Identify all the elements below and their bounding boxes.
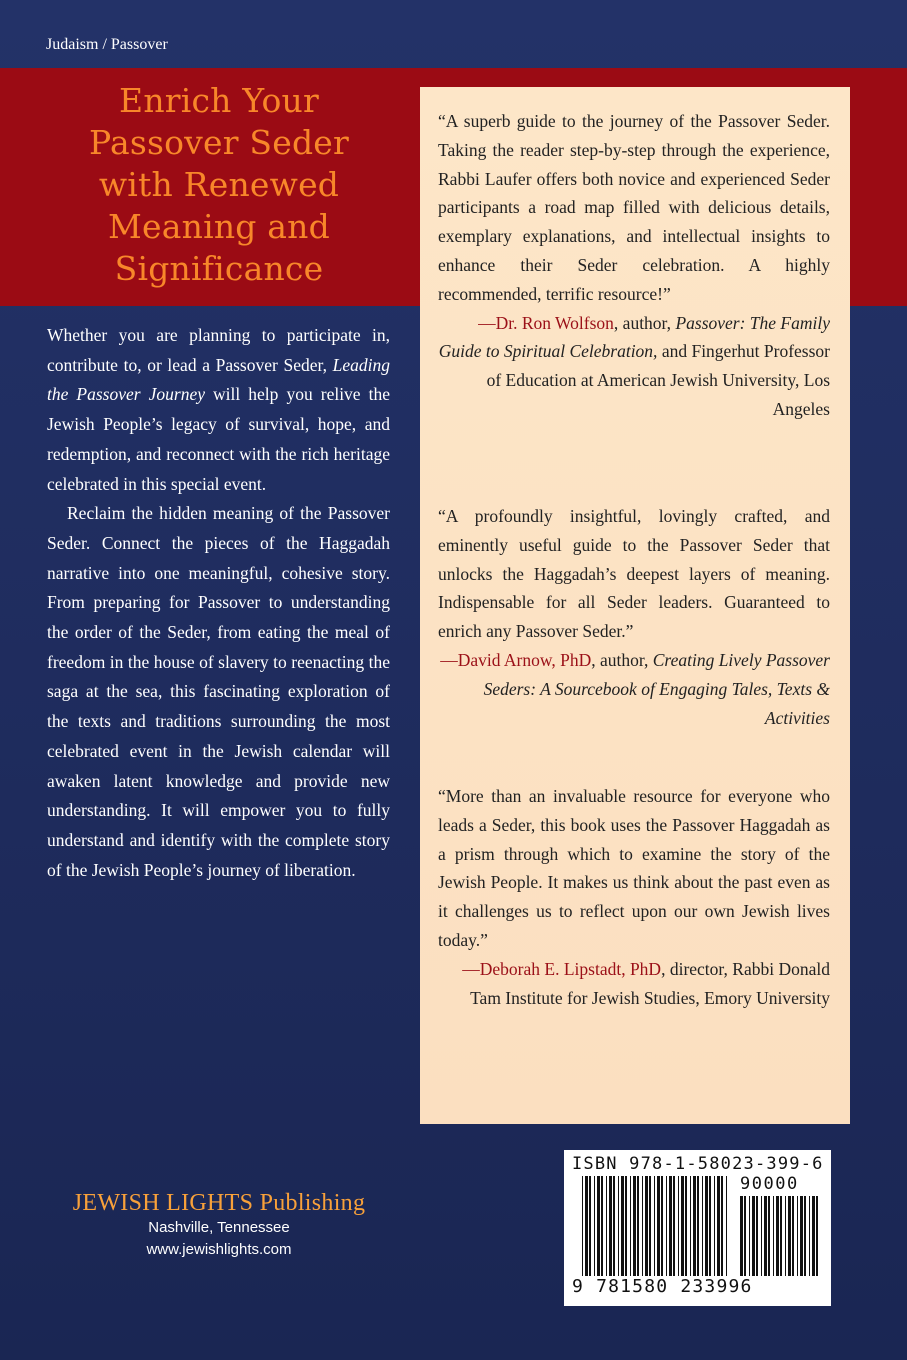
- endorsement-text: “A superb guide to the journey of the Passover Seder. Taking the reader step-by-step through the experience, Rabbi Laufer offers both novice and experienced Seder participants a road map filled with delicious details, exemplary explanations, and intellectual insights to enhance their Seder celebration. A highly recommended, terrific resource!”: [438, 111, 830, 304]
- publisher-name: JEWISH LIGHTS Publishing: [72, 1190, 366, 1216]
- endorser-role: , director, Rabbi Donald Tam Institute for Jewish Studies, Emory University: [470, 958, 830, 1008]
- publisher-website: www.jewishlights.com: [146, 1241, 292, 1258]
- ean-barcode-bars: [582, 1176, 732, 1286]
- book-title: Leading the Passover Journey: [47, 354, 390, 405]
- publisher-block: [54, 1190, 384, 1261]
- barcode-bar: [606, 1176, 607, 1286]
- barcode-bar: [597, 1176, 600, 1286]
- barcode-bar: [816, 1196, 818, 1276]
- barcode-bar: [804, 1196, 806, 1276]
- barcode-bar: [714, 1176, 715, 1286]
- barcode-bar: [768, 1196, 770, 1276]
- barcode-bar: [809, 1196, 810, 1276]
- headline-line: Enrich Your: [119, 81, 319, 120]
- endorsement-attribution: [438, 955, 830, 1013]
- barcode-bar: [709, 1176, 711, 1286]
- barcode-bar: [721, 1176, 723, 1286]
- barcode-bar: [812, 1196, 815, 1276]
- barcode-bar: [744, 1196, 746, 1276]
- endorsement-text: “More than an invaluable resource for everyone who leads a Seder, this book uses the Passover Haggadah as a prism through which to examine the story of the Jewish People. It makes us think about the past even as it challenges us to reflect upon our own Jewish lives today.”: [438, 786, 830, 950]
- headline-line: Significance: [114, 249, 324, 288]
- barcode-bar: [705, 1176, 708, 1286]
- barcode-bar: [585, 1176, 588, 1286]
- description-text: Whether you are planning to participate in, contribute to, or lead a Passover Seder,: [47, 325, 390, 375]
- isbn-text: ISBN 978-1-58023-399-6: [572, 1154, 824, 1174]
- endorser-book: Passover: The Family Guide to Spiritual Celebration,: [438, 312, 830, 362]
- endorser-name: —Deborah E. Lipstadt, PhD: [462, 958, 662, 979]
- barcode-bar: [630, 1176, 631, 1286]
- barcode-bar: [609, 1176, 612, 1286]
- barcode-bar: [625, 1176, 627, 1286]
- barcode-bar: [756, 1196, 758, 1276]
- price-code: 90000: [740, 1174, 799, 1194]
- barcode-bar: [780, 1196, 782, 1276]
- barcode-bar: [661, 1176, 663, 1286]
- headline-line: Passover Seder: [89, 123, 349, 162]
- barcode-bar: [613, 1176, 615, 1286]
- endorsement-3: [438, 782, 830, 1012]
- endorsement-2: [438, 502, 830, 732]
- barcode-bar: [773, 1196, 774, 1276]
- barcode-bar: [685, 1176, 687, 1286]
- barcode-bar: [633, 1176, 636, 1286]
- barcode-bar: [752, 1196, 755, 1276]
- barcode-bar: [582, 1176, 583, 1286]
- barcode-bar: [797, 1196, 798, 1276]
- barcode-bar: [601, 1176, 603, 1286]
- barcode-bar: [785, 1196, 786, 1276]
- endorsement-attribution: [438, 309, 830, 424]
- barcode-bar: [618, 1176, 619, 1286]
- publisher-city: Nashville, Tennessee: [148, 1219, 290, 1236]
- barcode-bar: [697, 1176, 699, 1286]
- endorser-role: , author,: [591, 649, 653, 670]
- description-paragraph-2: Reclaim the hidden meaning of the Passover Seder. Connect the pieces of the Haggadah narrative into one meaningful, cohesive story. From preparing for Passover to understanding the order of the Seder, from eating the meal of freedom in the house of slavery to reenacting the saga at the sea, this fascinating exploration of the texts and traditions surrounding the most celebrated event in the Jewish calendar will awaken latent knowledge and provide new understanding. It will empower you to fully understand and identify with the complete story of the Jewish People’s journey of liberation.: [47, 503, 390, 880]
- endorser-role: , author,: [613, 312, 676, 333]
- headline-line: Meaning and: [108, 207, 330, 246]
- barcode-bar: [589, 1176, 591, 1286]
- endorsement-1: [438, 107, 830, 424]
- endorsement-attribution: [438, 646, 830, 732]
- description-paragraph-1: [47, 321, 390, 499]
- headline: [60, 80, 378, 290]
- barcode-bar: [678, 1176, 679, 1286]
- barcode-bar: [776, 1196, 779, 1276]
- barcode-bar: [681, 1176, 684, 1286]
- barcode-bar: [649, 1176, 651, 1286]
- barcode-bar: [717, 1176, 720, 1286]
- barcode-bar: [594, 1176, 595, 1286]
- barcode: [564, 1150, 831, 1306]
- barcode-bar: [642, 1176, 643, 1286]
- category-label: Judaism / Passover: [46, 36, 168, 53]
- barcode-bar: [621, 1176, 624, 1286]
- barcode-bar: [761, 1196, 762, 1276]
- barcode-bar: [740, 1196, 743, 1276]
- barcode-bar: [673, 1176, 675, 1286]
- endorsement-text: “A profoundly insightful, lovingly crafted, and eminently useful guide to the Passover Seder that unlocks the Haggadah’s deepest layers of meaning. Indispensable for all Seder leaders. Guaranteed to enrich any Passover Seder.”: [438, 506, 830, 642]
- barcode-bar: [645, 1176, 648, 1286]
- endorser-book: Creating Lively Passover Seders: A Sourcebook of Engaging Tales, Texts & Activities: [483, 649, 830, 728]
- barcode-bar: [702, 1176, 703, 1286]
- barcode-bar: [726, 1176, 727, 1286]
- barcode-bar: [637, 1176, 639, 1286]
- barcode-bar: [800, 1196, 803, 1276]
- endorser-name: —Dr. Ron Wolfson: [478, 312, 614, 333]
- barcode-bar: [788, 1196, 791, 1276]
- endorsements-panel: [420, 87, 850, 1124]
- barcode-bar: [764, 1196, 767, 1276]
- barcode-bar: [792, 1196, 794, 1276]
- barcode-bar: [657, 1176, 660, 1286]
- endorser-affiliation: and Fingerhut Professor of Education at American Jewish University, Los Angeles: [486, 341, 830, 419]
- headline-line: with Renewed: [98, 165, 340, 204]
- barcode-bar: [690, 1176, 691, 1286]
- description: [47, 321, 390, 885]
- barcode-bar: [749, 1196, 750, 1276]
- endorser-name: —David Arnow, PhD: [440, 649, 592, 670]
- barcode-bar: [666, 1176, 667, 1286]
- barcode-bar: [693, 1176, 696, 1286]
- barcode-bar: [654, 1176, 655, 1286]
- barcode-bar: [669, 1176, 672, 1286]
- addon-barcode-bars: [740, 1196, 822, 1276]
- ean-digits: 9 781580 233996: [572, 1276, 753, 1297]
- description-text: will help you relive the Jewish People’s legacy of survival, hope, and redemption, and reconnect with the rich heritage celebrated in this special event.: [47, 384, 390, 494]
